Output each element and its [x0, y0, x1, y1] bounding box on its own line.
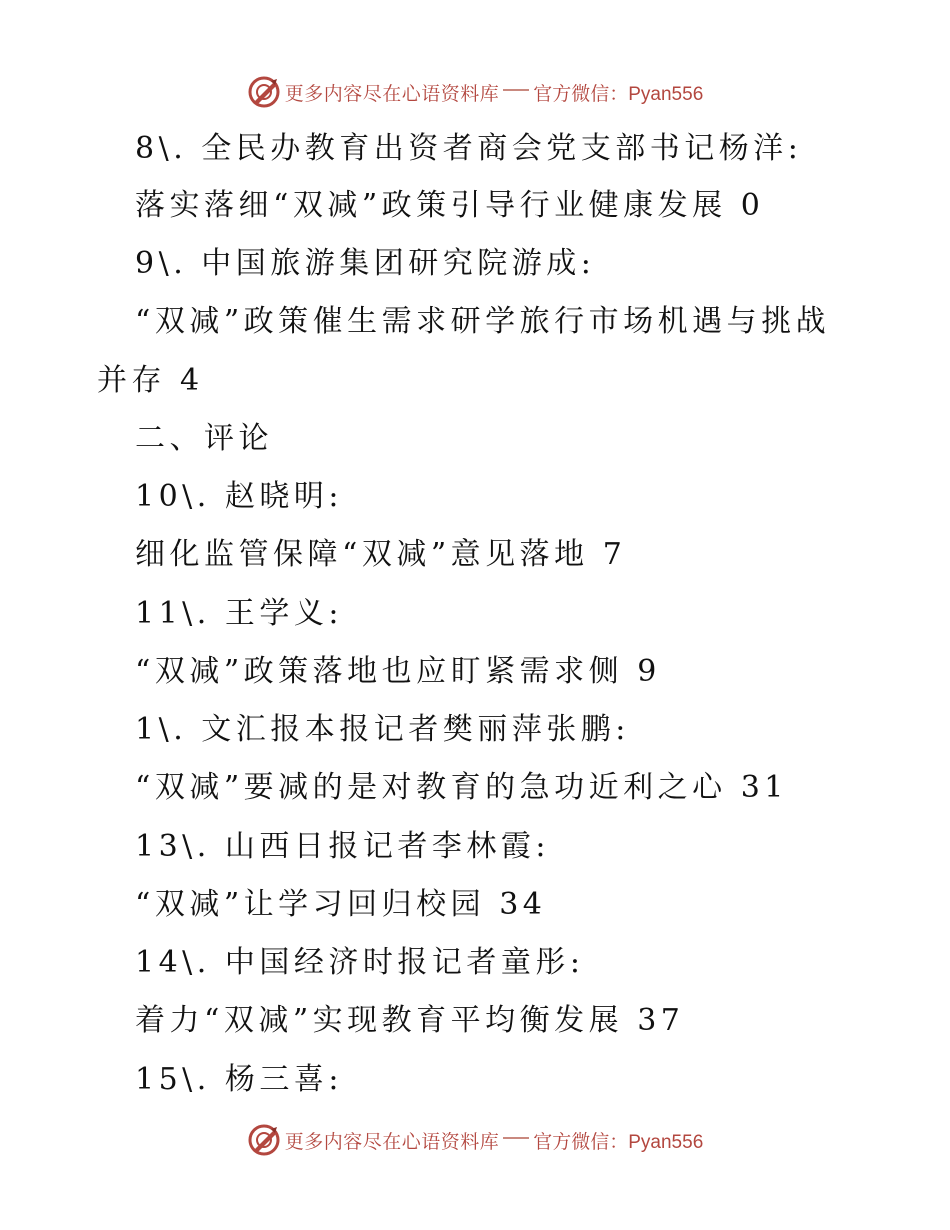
toc-line: “双减”让学习回归校园 34: [135, 887, 547, 922]
banner-wechat: 官方微信：Pyan556: [533, 83, 704, 105]
banner-dash: [503, 1137, 529, 1139]
toc-line: 并存 4: [97, 363, 204, 398]
toc-line: 落实落细“双减”政策引导行业健康发展 0: [135, 188, 765, 223]
toc-line: 11\. 王学义:: [135, 596, 343, 631]
brand-logo-icon: [247, 1123, 281, 1157]
toc-line: 1\. 文汇报本报记者樊丽萍张鹏:: [135, 712, 630, 747]
toc-line: 二、评论: [135, 421, 273, 456]
toc-line: 细化监管保障“双减”意见落地 7: [135, 537, 627, 572]
banner-wechat: 官方微信：Pyan556: [533, 1131, 704, 1153]
brand-logo-icon: [247, 75, 281, 109]
footer-banner: [0, 1118, 950, 1162]
toc-line: 着力“双减”实现教育平均衡发展 37: [135, 1003, 685, 1038]
toc-line: 15\. 杨三喜:: [135, 1062, 343, 1097]
toc-line: 14\. 中国经济时报记者童彤:: [135, 945, 585, 980]
toc-line: 8\. 全民办教育出资者商会党支部书记杨洋:: [135, 131, 803, 166]
toc-line: 10\. 赵晓明:: [135, 479, 343, 514]
toc-line: 9\. 中国旅游集团研究院游成:: [135, 246, 596, 281]
header-banner: [0, 70, 950, 114]
toc-line: “双减”要减的是对教育的急功近利之心 31: [135, 770, 788, 805]
banner-text: 更多内容尽在心语资料库: [284, 82, 500, 105]
toc-line: 13\. 山西日报记者李林霞:: [135, 829, 550, 864]
toc-line: “双减”政策落地也应盯紧需求侧 9: [135, 654, 661, 689]
toc-line: “双减”政策催生需求研学旅行市场机遇与挑战: [135, 304, 831, 339]
banner-dash: [503, 89, 529, 91]
banner-text: 更多内容尽在心语资料库: [284, 1130, 500, 1153]
